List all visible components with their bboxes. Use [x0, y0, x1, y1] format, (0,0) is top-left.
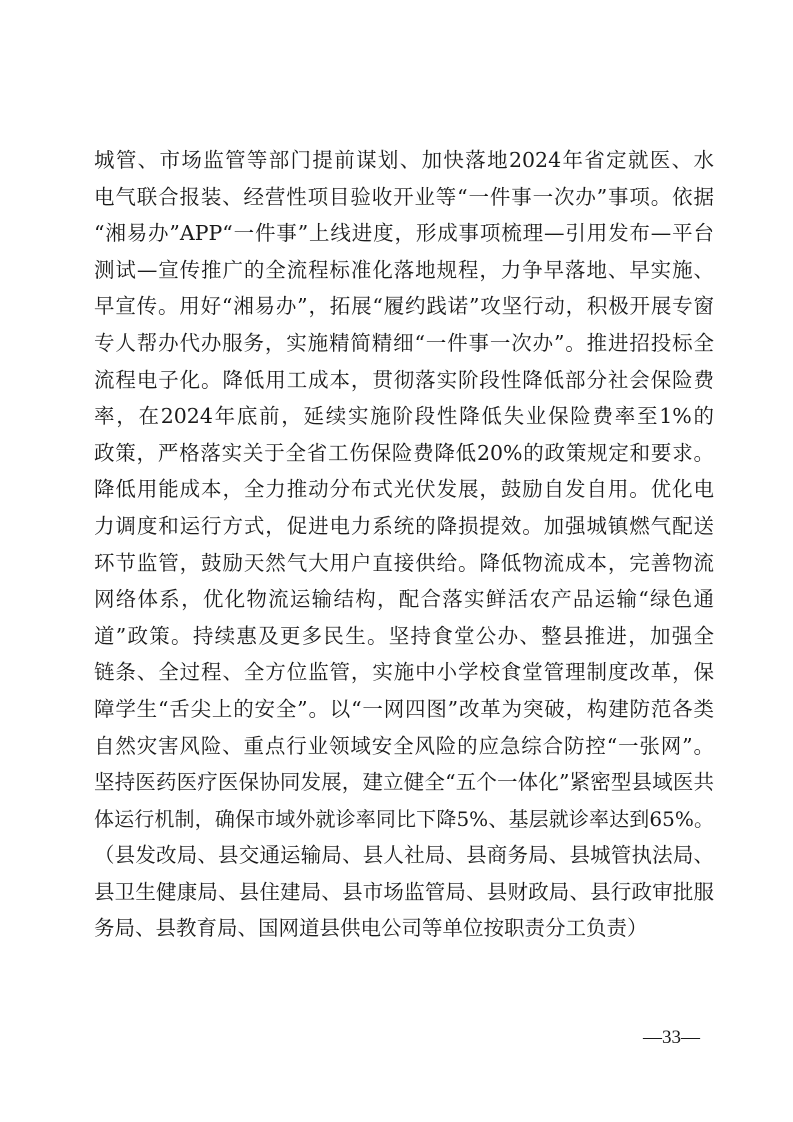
text-line: 力调度和运行方式，促进电力系统的降损提效。加强城镇燃气配送: [94, 513, 714, 538]
page-number: —33—: [643, 1027, 700, 1048]
text-line: 专人帮办代办服务，实施精简精细“一件事一次办”。推进招投标全: [94, 330, 714, 355]
text-line: 网络体系，优化物流运输结构，配合落实鲜活农产品运输“绿色通: [94, 587, 714, 612]
text-line: 流程电子化。降低用工成本，贯彻落实阶段性降低部分社会保险费: [94, 367, 714, 392]
text-line: 体运行机制，确保市域外就诊率同比下降5%、基层就诊率达到65%。: [94, 806, 714, 831]
text-line: 测试—宣传推广的全流程标准化落地规程，力争早落地、早实施、: [94, 257, 714, 282]
text-line: 早宣传。用好“湘易办”，拓展“履约践诺”攻坚行动，积极开展专窗: [94, 294, 714, 319]
text-line: 自然灾害风险、重点行业领域安全风险的应急综合防控“一张网”。: [94, 733, 714, 758]
text-line: 环节监管，鼓励天然气大用户直接供给。降低物流成本，完善物流: [94, 550, 714, 575]
text-line: （县发改局、县交通运输局、县人社局、县商务局、县城管执法局、: [94, 843, 714, 868]
text-line: 城管、市场监管等部门提前谋划、加快落地2024年省定就医、水: [94, 148, 714, 172]
text-line: 链条、全过程、全方位监管，实施中小学校食堂管理制度改革，保: [94, 660, 714, 685]
text-line: 道”政策。持续惠及更多民生。坚持食堂公办、整县推进，加强全: [94, 623, 714, 648]
text-line: “湘易办”APP“一件事”上线进度，形成事项梳理—引用发布—平台: [94, 221, 714, 246]
text-line: 坚持医药医疗医保协同发展，建立健全“五个一体化”紧密型县域医共: [94, 770, 714, 795]
body-text: [94, 142, 714, 947]
text-line: 障学生“舌尖上的安全”。以“一网四图”改革为突破，构建防范各类: [94, 696, 714, 721]
text-line: 降低用能成本，全力推动分布式光伏发展，鼓励自发自用。优化电: [94, 477, 714, 502]
text-line: 政策，严格落实关于全省工伤保险费降低20%的政策规定和要求。: [94, 440, 714, 465]
text-line: 电气联合报装、经营性项目验收开业等“一件事一次办”事项。依据: [94, 184, 714, 209]
text-line: 县卫生健康局、县住建局、县市场监管局、县财政局、县行政审批服: [94, 879, 714, 904]
text-line: 率，在2024年底前，延续实施阶段性降低失业保险费率至1%的: [94, 404, 714, 429]
text-line: 务局、县教育局、国网道县供电公司等单位按职责分工负责）: [94, 916, 648, 941]
